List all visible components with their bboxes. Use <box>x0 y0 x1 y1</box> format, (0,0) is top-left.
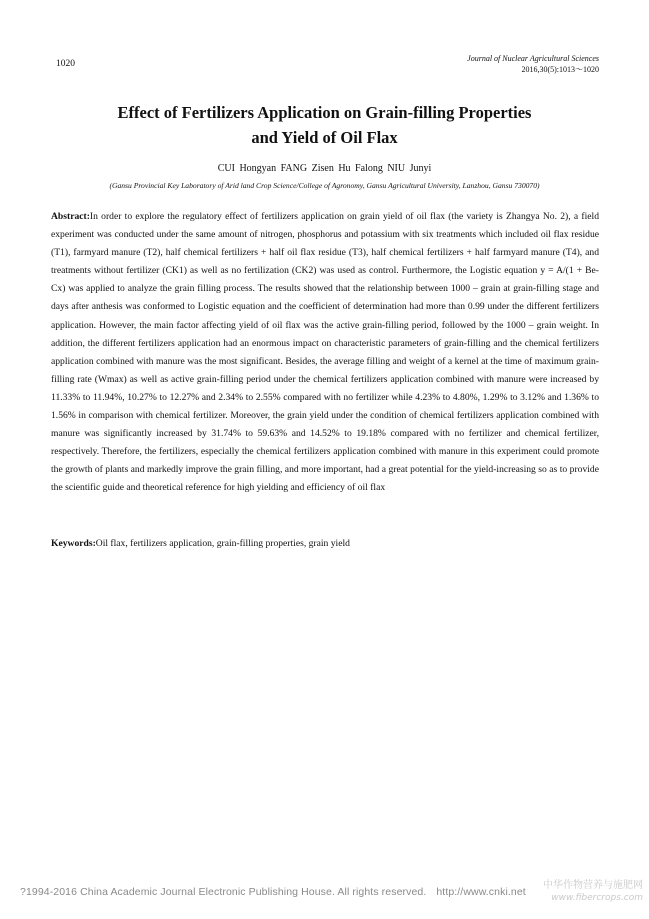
keywords-text: Oil flax, fertilizers application, grain-filling properties, grain yield <box>95 538 350 549</box>
watermark-text: 中华作物营养与施肥网 <box>543 880 643 891</box>
abstract-text: In order to explore the regulatory effect of fertilizers application on grain yield of oil flax (the variety is Zhangya No. 2), a field experiment was conducted under the same amount of nitrogen, phosphorus and potassium with six treatments which included oil flax residue (T1), farmyard manure (T2), half chemical fertilizers + half oil flax residue (T3), half chemical fertilizers + half farmyard manure (T4), and treatments without fertilizer (CK1) as well as no fertilization (CK2) was used as control. Furthermore, the Logistic equation y = A/(1 + Be-Cx) was applied to analyze the grain filling process. The results showed that the relationship between 1000 – grain at grain-filling stage and days after anthesis was conformed to Logistic equation and the coefficient of determination had more than 0.99 under the different fertilizers application. However, the main factor affecting yield of oil flax was the active grain-filling period, followed by the 1000 – grain weight. In addition, the different fertilizers application had an enormous impact on characteristic parameters of grain-filling and the chemical fertilizers application combined with manure was the most significant. Besides, the average filling and weight of a kernel at the time of maximum grain-filling rate (Wmax) as well as active grain-filling period under the chemical fertilizers application combined with manure were increased by 11.33% to 11.94%, 10.27% to 12.27% and 2.34% to 2.55% compared with no fertilizer while 4.23% to 4.80%, 1.29% to 3.12% and 1.36% to 1.56% in comparison with chemical fertilizer. Moreover, the grain yield under the condition of chemical fertilizers application combined with manure was significantly increased by 31.74% to 59.63% and 14.52% to 19.18% compared with no fertilizer and chemical fertilizer, respectively. Therefore, the fertilizers, especially the chemical fertilizers application combined with manure in this experiment could promote the growth of plants and markedly improve the grain filling, and more important, had a great potential for the yield-increasing so as to provide the scientific guide and theoretical reference for high yielding and efficiency of oil flax <box>51 211 599 494</box>
journal-header <box>467 53 599 75</box>
cnki-link[interactable]: http://www.cnki.net <box>436 886 526 898</box>
paper-title <box>40 100 609 150</box>
title-line-1: Effect of Fertilizers Application on Grain-filling Properties <box>117 103 532 122</box>
copyright-text: ?1994-2016 China Academic Journal Electronic Publishing House. All rights reserved. <box>20 886 427 898</box>
affiliation: (Gansu Provincial Key Laboratory of Arid land Crop Science/College of Agronomy, Gansu Agricultural University, Lanzhou, Gansu 730070) <box>109 181 540 190</box>
author-list: CUI Hongyan FANG Zisen Hu Falong NIU Junyi <box>217 163 432 174</box>
page-number: 1020 <box>56 59 75 69</box>
watermark <box>543 880 643 904</box>
abstract-label: Abstract: <box>51 211 90 222</box>
abstract <box>51 208 599 498</box>
title-line-2: and Yield of Oil Flax <box>251 128 398 147</box>
keywords <box>51 535 599 553</box>
journal-name: Journal of Nuclear Agricultural Sciences <box>467 54 599 63</box>
copyright-footer <box>20 886 526 898</box>
journal-citation: 2016,30(5):1013～1020 <box>521 65 599 74</box>
watermark-url: www.fibercrops.com <box>551 893 643 903</box>
keywords-label: Keywords: <box>51 538 96 549</box>
